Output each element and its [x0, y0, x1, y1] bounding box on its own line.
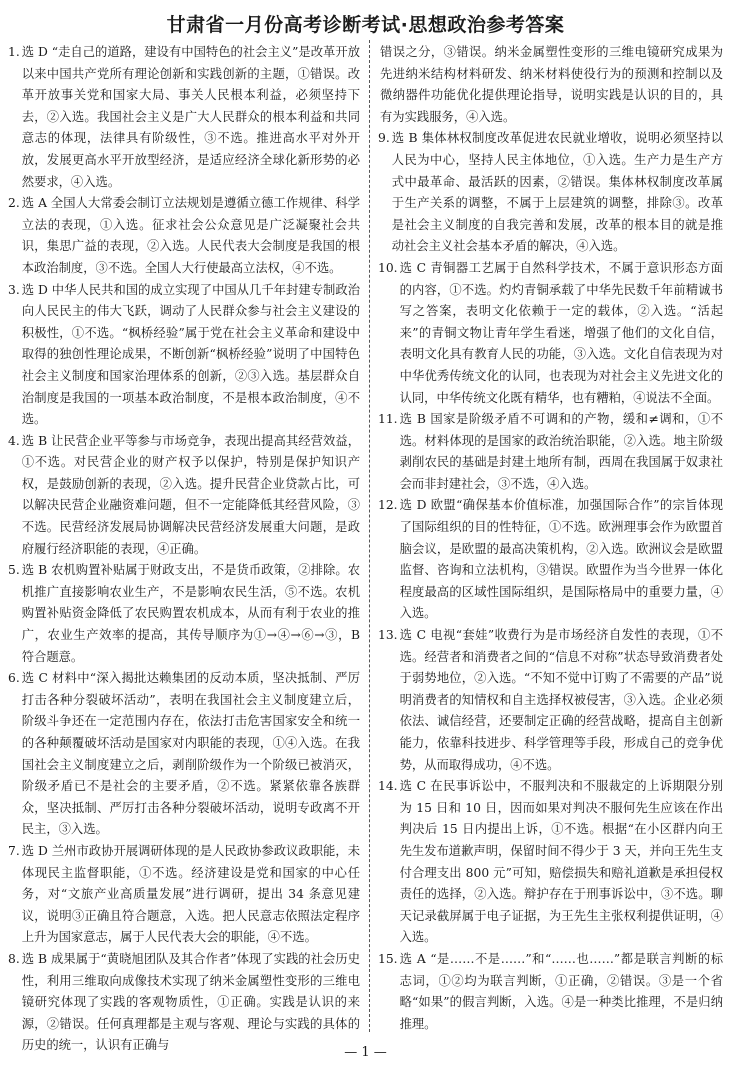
page-number: — 1 —	[344, 1045, 387, 1060]
answer-item-8-continued	[378, 42, 723, 128]
answer-number: 3.	[8, 282, 20, 297]
answer-number: 10.	[378, 260, 398, 275]
answer-text: 选 C 电视“套娃”收费行为是市场经济自发性的表现，①不选。经营者和消费者之间的“信息不对称”状态导致消费者处于弱势地位，②入选。“不知不觉中订购了不需要的产品”说明消费者的知情权和自主选择权被侵害，③入选。企业必须依法、诚信经营，还要制定正确的经营战略，提高自主创新能力，依靠科技进步、科学管理等手段，形成自己的竞争优势，从而取得成功，④不选。	[399, 628, 723, 772]
right-column	[378, 42, 723, 1030]
answer-item-3	[8, 280, 360, 431]
answer-text: 选 C 青铜器工艺属于自然科学技术，不属于意识形态方面的内容，①不选。灼灼青铜承载了中华先民数千年前精诚书写之答案，表明文化依赖于一定的载体，②入选。“活起来”的青铜文物让青年学生看迷，增强了他们的文化自信，表明文化具有教育人民的功能，③入选。文化自信表现为对中华优秀传统文化的认同，也表现为对社会主义先进文化的认同，中华传统文化既有精华，也有糟粕，④说法不全面。	[399, 260, 723, 405]
answer-number: 8.	[8, 951, 20, 966]
answer-item-7	[8, 841, 360, 949]
answer-number: 4.	[8, 433, 20, 448]
answer-item-8	[8, 949, 360, 1057]
answer-text: 选 B 让民营企业平等参与市场竞争，表现出提高其经营效益，①不选。对民营企业的财产权予以保护，特别是保护知识产权，是鼓励创新的表现，②入选。提升民营企业贷款占比，可以解决民营企业融资难问题，但不一定能降低其经营风险，③不选。民营经济发展局协调解决民营经济发展重大问题，是政府履行经济职能的表现，④正确。	[21, 433, 360, 556]
answer-item-1	[8, 42, 360, 193]
answer-text: 选 C 在民事诉讼中，不服判决和不服裁定的上诉期限分别为 15 日和 10 日，因而如果对判决不服何先生应该在作出判决后 15 日内提出上诉，①不选。根据“在小区群内向王先生发布道歉声明，保留时间不得少于 3 天，并向王先生支付合理支出 800 元”可知，赔偿损失和赔礼道歉是承担侵权责任的选择，②入选。辩护存在于刑事诉讼中，③不选。聊天记录截屏属于电子证据，为王先生主张权利提供证明，④入选。	[399, 779, 723, 945]
answer-number: 14.	[378, 779, 398, 794]
answer-number: 11.	[378, 412, 398, 427]
page-title: 甘肃省一月份高考诊断考试·思想政治参考答案	[166, 14, 565, 36]
answer-number: 7.	[8, 843, 20, 858]
answer-item-14	[378, 776, 723, 949]
answer-text: 选 B 农机购置补贴属于财政支出，不是货币政策，②排除。农机推广直接影响农业生产，不是影响农民生活，⑤不选。农机购置补贴资金降低了农民购置农机成本，从而有利于农业的推广，农业生产效率的提高，其传导顺序为①→④→⑥→③，B 符合题意。	[21, 563, 360, 664]
answer-item-5	[8, 560, 360, 668]
answer-number: 5.	[8, 563, 20, 578]
answer-item-4	[8, 431, 360, 561]
answer-item-11	[378, 409, 723, 495]
answer-item-6	[8, 668, 360, 841]
answer-text: 选 D 中华人民共和国的成立实现了中国从几千年封建专制政治向人民民主的伟大飞跃，调动了人民群众参与社会主义建设的积极性，①不选。“枫桥经验”属于党在社会主义革命和建设中取得的独创性理论成果，不断创新“枫桥经验”说明了中国特色社会主义制度和国家治理体系的创新，②③入选。基层群众自治制度是我国的一项基本政治制度，不是根本政治制度，④不选。	[21, 282, 360, 427]
answer-text: 选 A “是……不是……”和“……也……”都是联言判断的标志词，①②均为联言判断，①正确，②错误。③是一个省略“如果”的假言判断，入选。④是一种类比推理，不是归纳推理。	[399, 951, 723, 1031]
answer-text: 选 D “走自己的道路，建设有中国特色的社会主义”是改革开放以来中国共产党所有理论创新和实践创新的主题，①错误。改革开放事关党和国家大局、事关人民根本利益，必须坚持下去，②入选。我国社会主义是广大人民群众的根本利益和共同意志的体现，法律具有阶级性，③不选。推进高水平对外开放，发展更高水平开放型经济，是适应经济全球化新形势的必然要求，④入选。	[21, 45, 360, 189]
answer-item-2	[8, 193, 360, 279]
answer-text: 选 B 成果属于“黄晓旭团队及其合作者”体现了实践的社会历史性，利用三维取向成像技术实现了纳米金属塑性变形的三维电镜研究体现了实践的客观物质性，①正确。实践是认识的来源，②错误。任何真理都是主观与客观、理论与实践的具体的历史的统一，认识有正确与	[21, 951, 360, 1053]
answer-number: 13.	[378, 628, 398, 643]
answer-item-12	[378, 495, 723, 625]
answer-text: 选 B 集体林权制度改革促进农民就业增收，说明必须坚持以人民为中心，坚持人民主体地位，①入选。生产力是生产方式中最革命、最活跃的因素，②错误。集体林权制度改革属于生产关系的调整，不属于上层建筑的调整，排除③。改革是社会主义制度的自我完善和发展，改革的根本目的就是推动社会主义社会基本矛盾的解决，④入选。	[391, 131, 723, 254]
answer-number: 6.	[8, 671, 20, 686]
answer-text: 选 B 国家是阶级矛盾不可调和的产物，缓和≠调和，①不选。材料体现的是国家的政治统治职能，②入选。地主阶级剥削农民的基础是封建土地所有制，西周在我国属于奴隶社会而非封建社会，③不选，④入选。	[399, 412, 723, 491]
answer-text: 选 D 欧盟“确保基本价值标准，加强国际合作”的宗旨体现了国际组织的目的性特征，①不选。欧洲理事会作为欧盟首脑会议，是欧盟的最高决策机构，②入选。欧洲议会是欧盟监督、咨询和立法机构，③错误。欧盟作为当今世界一体化程度最高的区域性国际组织，是国际格局中的重要力量，④入选。	[399, 498, 723, 621]
answer-item-15	[378, 949, 723, 1035]
answer-text: 选 C 材料中“深入揭批达赖集团的反动本质，坚决抵制、严厉打击各种分裂破坏活动”，表明在我国社会主义制度建立后，阶级斗争还在一定范围内存在，依法打击危害国家安全和统一的各种颠覆破坏活动是国家对内职能的表现，①④入选。在我国社会主义制度建立之后，剥削阶级作为一个阶级已被消灭，阶级矛盾已不是社会的主要矛盾，②不选。紧紧依靠各族群众，坚决抵制、严厉打击各种分裂破坏活动，说明专政离不开民主，③入选。	[21, 671, 360, 837]
answer-number: 1.	[8, 45, 20, 59]
left-column	[8, 42, 360, 1053]
answer-number: 12.	[378, 498, 398, 513]
answer-item-9	[378, 128, 723, 258]
answer-number: 9.	[378, 131, 390, 146]
answer-text: 选 A 全国人大常委会制订立法规划是遵循立德工作规律、科学立法的表现，①入选。征求社会公众意见是广泛凝聚社会共识，集思广益的表现，②入选。人民代表大会制度是我国的根本政治制度，③不选。全国人大行使最高立法权，④不选。	[21, 196, 360, 275]
answer-item-10	[378, 258, 723, 409]
answer-item-13	[378, 625, 723, 776]
answer-number: 2.	[8, 196, 20, 211]
column-divider	[369, 40, 370, 1032]
answer-text: 错误之分，③错误。纳米金属塑性变形的三维电镜研究成果为先进纳米结构材料研发、纳米材料使役行为的预测和控制以及微纳器件功能优化提供理论指导，说明实践是认识的目的，具有为实践服务，④入选。	[380, 45, 723, 124]
answer-text: 选 D 兰州市政协开展调研体现的是人民政协参政议政职能，未体现民主监督职能，①不选。经济建设是党和国家的中心任务，对“文旅产业高质量发展”进行调研，提出 34 条意见建议，说明③正确且符合题意，入选。把人民意志依照法定程序上升为国家意志，属于人民代表大会的职能，④不选。	[21, 843, 360, 945]
answer-number: 15.	[378, 951, 398, 966]
